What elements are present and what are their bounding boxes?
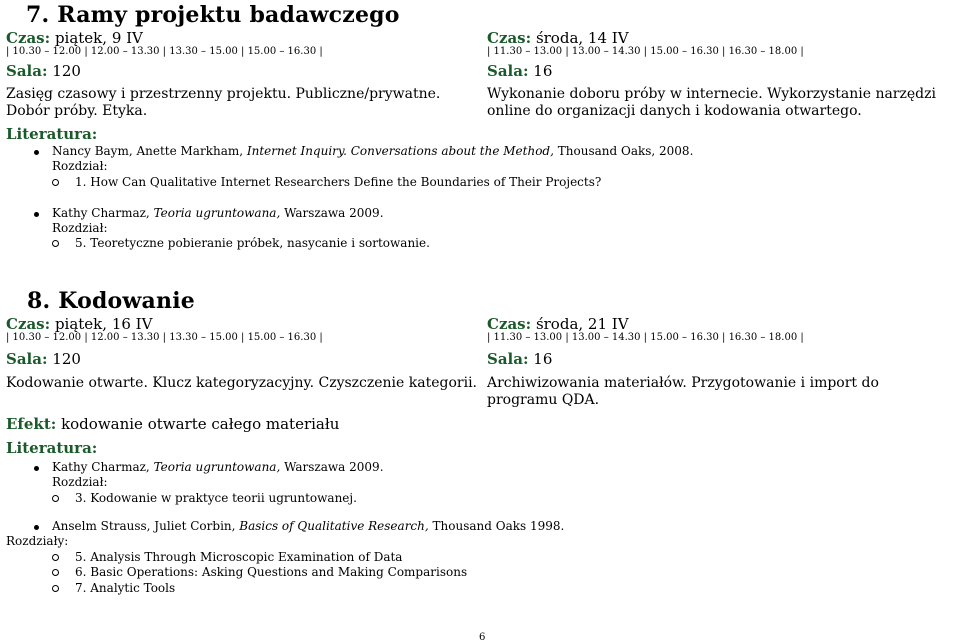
sala-label: Sala: [487,62,529,80]
czas-value: środa, 21 IV [531,315,629,333]
s8-right-sala [487,350,552,368]
circle-bullet-icon [52,179,59,186]
s7-left-sala [6,62,81,80]
ref-title: Teoria ugruntowana, [153,206,281,220]
ref-rest: Warszawa 2009. [280,460,384,474]
section-8-title [27,288,195,314]
s7-left-czas [6,29,143,47]
sala-value: 120 [47,62,81,80]
ref-title: Basics of Qualitative Research, [239,519,429,533]
s8-ref-2-chapters-label: Rozdziały: [6,534,69,548]
s7-right-sala [487,62,552,80]
circle-bullet-icon [52,495,59,502]
section-7-title: 7. Ramy projektu badawczego [26,2,400,28]
bullet-icon [34,212,39,217]
czas-label: Czas: [487,315,532,333]
s7-ref-1-chapter: 1. How Can Qualitative Internet Researchers Define the Boundaries of Their Projects? [75,175,602,189]
s8-right-desc: Archiwizowania materiałów. Przygotowanie i import do programu QDA. [487,375,879,408]
s7-right-desc: Wykonanie doboru próby w internecie. Wykorzystanie narzędzi online do organizacji danych i kodowania otwartego. [487,86,936,119]
s7-literatura-label: Literatura: [6,125,98,143]
s8-ref-2-chapter: 7. Analytic Tools [75,581,176,595]
s7-right-slots: | 11.30 – 13.00 | 13.00 – 14.30 | 15.00 – 16.30 | 16.30 – 18.00 | [487,46,804,57]
efekt-value: kodowanie otwarte całego materiału [56,415,340,433]
ref-authors: Kathy Charmaz, [52,206,154,220]
s7-left-desc: Zasięg czasowy i przestrzenny projektu. Publiczne/prywatne. Dobór próby. Etyka. [6,86,441,119]
czas-value: piątek, 16 IV [50,315,153,333]
czas-label: Czas: [487,29,532,47]
s8-left-desc: Kodowanie otwarte. Klucz kategoryzacyjny. Czyszczenie kategorii. [6,375,478,391]
circle-bullet-icon [52,569,59,576]
page-number: 6 [479,632,486,643]
bullet-icon [34,466,39,471]
ref-authors: Nancy Baym, Anette Markham, [52,144,247,158]
s8-ref-1-chapter: 3. Kodowanie w praktyce teorii ugruntowanej. [75,491,357,505]
sala-label: Sala: [487,350,529,368]
s7-ref-2 [52,206,384,221]
circle-bullet-icon [52,240,59,247]
bullet-icon [34,525,39,530]
ref-rest: Thousand Oaks, 2008. [553,144,694,158]
circle-bullet-icon [52,585,59,592]
s7-ref-1 [52,144,693,159]
sala-value: 120 [47,350,81,368]
ref-authors: Anselm Strauss, Juliet Corbin, [52,519,240,533]
czas-value: piątek, 9 IV [50,29,143,47]
s8-ref-2-chapter: 6. Basic Operations: Asking Questions and Making Comparisons [75,565,468,579]
section-number: 8. [27,288,51,314]
ref-rest: Thousand Oaks 1998. [428,519,565,533]
ref-title: Internet Inquiry. Conversations about the Method, [246,144,554,158]
s7-left-slots: | 10.30 – 12.00 | 12.00 – 13.30 | 13.30 – 15.00 | 15.00 – 16.30 | [6,46,323,57]
s8-left-sala [6,350,81,368]
czas-value: środa, 14 IV [531,29,629,47]
section-name: Kodowanie [58,288,195,314]
s7-ref-2-chapters-label: Rozdział: [52,221,108,235]
ref-rest: Warszawa 2009. [280,206,384,220]
s8-ref-2-chapter: 5. Analysis Through Microscopic Examination of Data [75,550,403,564]
s7-ref-2-chapter: 5. Teoretyczne pobieranie próbek, nasycanie i sortowanie. [75,236,430,250]
sala-value: 16 [528,62,553,80]
s8-right-czas [487,315,629,333]
s8-left-czas [6,315,152,333]
sala-label: Sala: [6,350,48,368]
efekt-label: Efekt: [6,415,57,433]
sala-label: Sala: [6,62,48,80]
bullet-icon [34,150,39,155]
s8-ref-2 [52,519,564,534]
czas-label: Czas: [6,29,51,47]
s8-efekt [6,416,339,433]
sala-value: 16 [528,350,553,368]
s8-ref-1-chapters-label: Rozdział: [52,475,108,489]
s8-literatura-label: Literatura: [6,439,98,457]
s7-ref-1-chapters-label: Rozdział: [52,159,108,173]
s8-ref-1 [52,460,384,475]
circle-bullet-icon [52,554,59,561]
ref-title: Teoria ugruntowana, [153,460,281,474]
s7-right-czas [487,29,629,47]
s8-right-slots: | 11.30 – 13.00 | 13.00 – 14.30 | 15.00 – 16.30 | 16.30 – 18.00 | [487,332,804,343]
ref-authors: Kathy Charmaz, [52,460,154,474]
s8-left-slots: | 10.30 – 12.00 | 12.00 – 13.30 | 13.30 – 15.00 | 15.00 – 16.30 | [6,332,323,343]
czas-label: Czas: [6,315,51,333]
